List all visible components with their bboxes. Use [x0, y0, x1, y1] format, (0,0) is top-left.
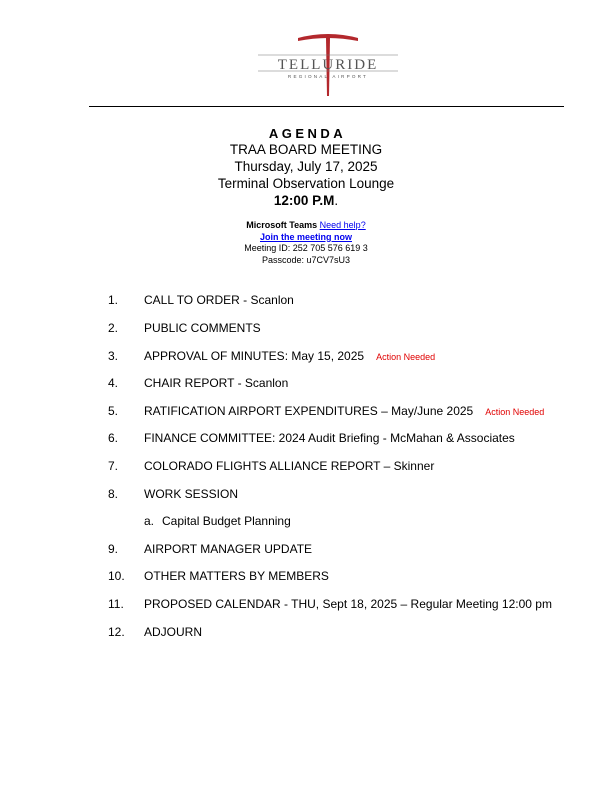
meeting-location: Terminal Observation Lounge [217, 176, 395, 191]
agenda-header [0, 126, 612, 209]
item-number: 6. [108, 431, 119, 445]
item-number: 8. [108, 487, 119, 501]
item-text: FINANCE COMMITTEE: 2024 Audit Briefing - McMahan & Associates [144, 431, 515, 445]
meeting-name: TRAA BOARD MEETING [229, 142, 383, 157]
item-text: PUBLIC COMMENTS [144, 321, 261, 335]
meeting-time: 12:00 P.M. [273, 193, 339, 208]
action-needed-note: Action Needed [376, 352, 436, 362]
teams-info [0, 220, 612, 266]
logo-wordmark: TELLURIDE [277, 57, 379, 73]
item-text: WORK SESSION [144, 487, 239, 501]
item-text: AIRPORT MANAGER UPDATE [144, 542, 313, 556]
meeting-id: Meeting ID: 252 705 576 619 3 [244, 243, 368, 253]
logo-mark-icon [250, 30, 406, 102]
item-number: 7. [108, 459, 119, 473]
meeting-passcode: Passcode: u7CV7sU3 [261, 254, 351, 265]
item-text: OTHER MATTERS BY MEMBERS [144, 569, 329, 583]
agenda-subitem [144, 514, 291, 528]
item-number: 5. [108, 404, 119, 418]
logo-tagline: REGIONAL AIRPORT [287, 74, 369, 79]
item-number: 3. [108, 349, 119, 363]
meeting-date: Thursday, July 17, 2025 [234, 159, 378, 174]
agenda-title: AGENDA [268, 126, 347, 141]
need-help-link[interactable]: Need help? [319, 220, 366, 230]
item-text: CHAIR REPORT - Scanlon [144, 376, 289, 390]
item-number: 9. [108, 542, 119, 556]
item-text: ADJOURN [144, 625, 203, 639]
telluride-airport-logo [250, 30, 406, 102]
item-number: 11. [108, 597, 124, 611]
subitem-letter: a. [144, 514, 155, 528]
subitem-text: Capital Budget Planning [162, 514, 291, 528]
header-divider [89, 106, 564, 107]
item-number: 12. [108, 625, 125, 639]
join-meeting-link[interactable]: Join the meeting now [259, 231, 352, 242]
item-text: APPROVAL OF MINUTES: May 15, 2025 [144, 349, 365, 363]
item-text: RATIFICATION AIRPORT EXPENDITURES – May/June 2025 [144, 404, 474, 418]
action-needed-note: Action Needed [485, 407, 545, 417]
item-number: 1. [108, 293, 119, 307]
teams-label: Microsoft Teams [246, 220, 318, 230]
item-text: PROPOSED CALENDAR - THU, Sept 18, 2025 – Regular Meeting 12:00 pm [144, 597, 552, 611]
item-number: 4. [108, 376, 119, 390]
item-text: CALL TO ORDER - Scanlon [144, 293, 294, 307]
item-text: COLORADO FLIGHTS ALLIANCE REPORT – Skinner [144, 459, 435, 473]
item-number: 2. [108, 321, 119, 335]
meeting-time-value: 12:00 P.M [273, 193, 335, 208]
item-number: 10. [108, 569, 125, 583]
